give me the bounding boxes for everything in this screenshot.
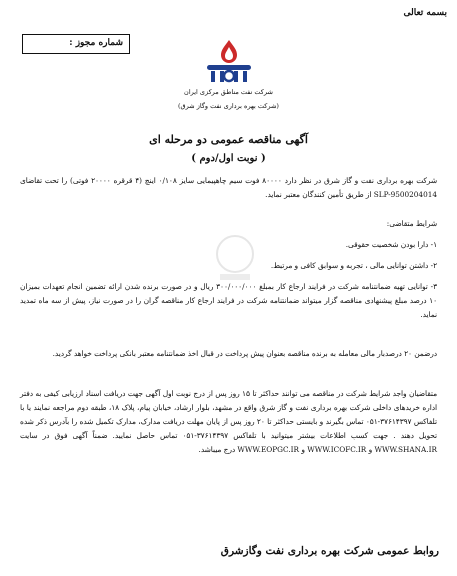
company-subsidiary: (شرکت بهره برداری نفت وگاز شرق) bbox=[178, 102, 279, 110]
nioc-logo-icon bbox=[203, 38, 255, 84]
notice-round: ( نوبت اول/دوم ) bbox=[191, 153, 266, 164]
watermark-logo bbox=[190, 228, 280, 288]
applicants-paragraph: متقاضیان واجد شرایط شرکت در مناقصه می توانند حداکثر تا ۱۵ روز پس از درج نوبت اول آگهی جهت دریافت اسناد ارزیابی کیفی به دفتر اداره خریدهای داخلی شرکت بهره برداری نفت و گاز شرق واقع در مشهد، بلوار ارشاد، خیابان پیام، پلاک ۱۸، طبقه دوم مراجعه نمایند یا با تلفاکس ۳۷۶۱۴۳۹۷-۰۵۱ تماس بگیرند و بایستی حداکثر تا ۲۰ روز پس از پایان مهلت دریافت مدارک، مدارک تکمیل شده را بآدرس ذکر شده تحویل دهند . جهت کسب اطلاعات بیشتر میتوانید با تلفاکس ۳۷۶۱۴۳۹۷-۰۵۱ تماس حاصل نمایید. ضمناً آگهی فوق در سایت WWW.SHANA.IR و WWW.ICOFC.IR و WWW.EOPGC.IR درج میباشد. bbox=[20, 389, 438, 454]
condition-2: ۲- داشتن توانایی مالی ، تجربه و سوابق کافی و مرتبط. bbox=[270, 261, 437, 270]
permit-number-label: شماره مجوز : bbox=[69, 38, 123, 48]
bismillah-heading: بسمه تعالی bbox=[403, 8, 447, 18]
conditions-heading: شرایط متقاضی: bbox=[386, 219, 437, 228]
intro-paragraph: شرکت بهره برداری نفت و گاز شرق در نظر دارد ۸۰۰۰۰ فوت سیم چاهپیمایی سایز ۰/۱۰۸ اینچ (۴ قرقره ۲۰۰۰۰ فوتی) را تحت تقاضای SLP-9500204014 از طریق تأمین کنندگان معتبر نماید. bbox=[20, 176, 437, 199]
prepayment-paragraph: درضمن ۲۰ درصدبار مالی معامله به برنده مناقصه بعنوان پیش پرداخت در قبال اخذ ضمانتنامه معتبر بانکی پرداخت خواهد گردید. bbox=[52, 349, 437, 358]
public-relations-signature: روابط عمومی شرکت بهره برداری نفت وگازشرق bbox=[220, 545, 439, 557]
permit-number-box bbox=[22, 34, 130, 54]
condition-3: ۳- توانایی تهیه ضمانتنامه شرکت در فرایند ارجاع کار بمبلغ ۳۰۰/۰۰۰/۰۰۰ ریال و در صورت برنده شدن ارائه تضمین انجام تعهدات بمیزان ۱۰ درصد مبلغ پیشنهادی مناقصه گزار میتواند ضمانتنامه شرکت در فرایند ارجاع کار مناقصه گران را در صورت نیاز، پیش از سه ماه تمدید نماید. bbox=[20, 282, 437, 319]
company-name: شرکت نفت مناطق مرکزی ایران bbox=[184, 88, 273, 96]
notice-title: آگهی مناقصه عمومی دو مرحله ای bbox=[149, 133, 308, 146]
condition-1: ۱- دارا بودن شخصیت حقوقی. bbox=[345, 240, 437, 249]
